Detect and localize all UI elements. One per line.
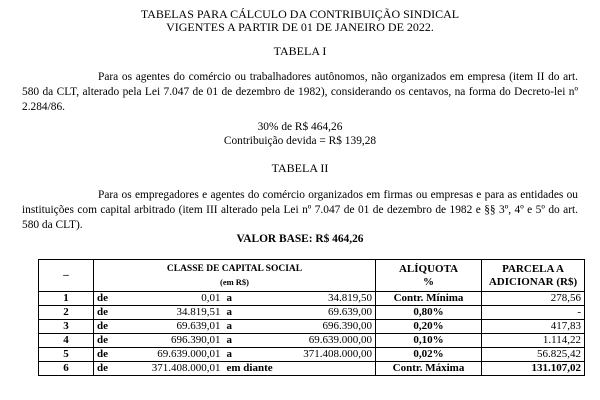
tabela1-paragraph-text: Para os agentes do comércio ou trabalhadores autônomos, não organizados em empresa (item II do art. 580 da CLT, alterado pela Lei 7.047 de 01 de dezembro de 1982), considerando os centavos, na forma do Decreto-lei nº 2.284/86.	[22, 71, 578, 113]
header-aliquota-line2: %	[423, 275, 434, 288]
document-title-line2: VIGENTES A PARTIR DE 01 DE JANEIRO DE 2022.	[166, 20, 434, 34]
header-num: –	[39, 260, 94, 292]
row-to-value: 69.639.000,00	[274, 334, 376, 348]
tabela1-calc-line1: 30% de R$ 464,26	[257, 121, 343, 133]
row-a: em diante	[224, 362, 274, 376]
valor-base: VALOR BASE: R$ 464,26	[236, 233, 364, 245]
tabela2-title: TABELA II	[271, 161, 329, 175]
row-a: a	[224, 334, 274, 348]
header-parcela-line2: ADICIONAR (R$)	[488, 275, 578, 288]
contribution-table	[38, 259, 585, 376]
table-body	[39, 292, 585, 376]
row-de: de	[94, 306, 116, 320]
row-to-value: 696.390,00	[274, 320, 376, 334]
row-parcela: 278,56	[482, 292, 585, 306]
tabela1-calc-line2: Contribuição devida = R$ 139,28	[223, 135, 377, 147]
row-from-value: 69.639,01	[116, 320, 224, 334]
table-row	[39, 334, 585, 348]
row-aliquota: 0,80%	[376, 306, 482, 320]
row-from-value: 696.390,01	[116, 334, 224, 348]
row-to-value: 69.639,00	[274, 306, 376, 320]
row-to-value	[274, 362, 376, 376]
header-classe-label: CLASSE DE CAPITAL SOCIAL	[166, 263, 303, 274]
table-row	[39, 292, 585, 306]
row-aliquota: 0,02%	[376, 348, 482, 362]
row-de: de	[94, 334, 116, 348]
row-parcela: 56.825,42	[482, 348, 585, 362]
row-de: de	[94, 292, 116, 306]
row-parcela: -	[482, 306, 585, 320]
row-a: a	[224, 306, 274, 320]
row-num: 2	[39, 306, 94, 320]
row-from-value: 69.639.000,01	[116, 348, 224, 362]
header-parcela	[482, 260, 585, 292]
row-a: a	[224, 348, 274, 362]
row-de: de	[94, 362, 116, 376]
row-to-value: 34.819,50	[274, 292, 376, 306]
header-classe-unit: (em R$)	[219, 276, 250, 287]
row-parcela: 1.114,22	[482, 334, 585, 348]
row-num: 5	[39, 348, 94, 362]
row-from-value: 34.819,51	[116, 306, 224, 320]
row-aliquota: Contr. Mínima	[376, 292, 482, 306]
row-aliquota: Contr. Máxima	[376, 362, 482, 376]
row-de: de	[94, 348, 116, 362]
tabela2-paragraph-text: Para os empregadores e agentes do comércio organizados em firmas ou empresas e para as entidades ou instituições com capital arbitrado (item III alterado pela Lei nº 7.047 de 01 de dezembro de 1982 e §§ 3º, 4º e 5º do art. 580 da CLT).	[22, 189, 578, 231]
row-num: 1	[39, 292, 94, 306]
header-aliquota	[376, 260, 482, 292]
tabela1-paragraph	[22, 70, 578, 115]
row-de: de	[94, 320, 116, 334]
row-num: 6	[39, 362, 94, 376]
row-num: 3	[39, 320, 94, 334]
row-to-value: 371.408.000,00	[274, 348, 376, 362]
table-row	[39, 320, 585, 334]
row-a: a	[224, 292, 274, 306]
tabela2-paragraph	[22, 188, 578, 233]
table-row	[39, 362, 585, 376]
table-row	[39, 348, 585, 362]
header-aliquota-line1: ALÍQUOTA	[398, 262, 459, 275]
row-aliquota: 0,20%	[376, 320, 482, 334]
row-a: a	[224, 320, 274, 334]
row-parcela: 417,83	[482, 320, 585, 334]
row-from-value: 0,01	[116, 292, 224, 306]
row-from-value: 371.408.000,01	[116, 362, 224, 376]
header-parcela-line1: PARCELA A	[502, 262, 564, 275]
header-classe	[94, 260, 376, 292]
tabela1-title: TABELA I	[273, 44, 327, 58]
table-row	[39, 306, 585, 320]
row-parcela: 131.107,02	[482, 362, 585, 376]
row-num: 4	[39, 334, 94, 348]
row-aliquota: 0,10%	[376, 334, 482, 348]
document-title-line1: TABELAS PARA CÁLCULO DA CONTRIBUIÇÃO SINDICAL	[140, 7, 460, 21]
